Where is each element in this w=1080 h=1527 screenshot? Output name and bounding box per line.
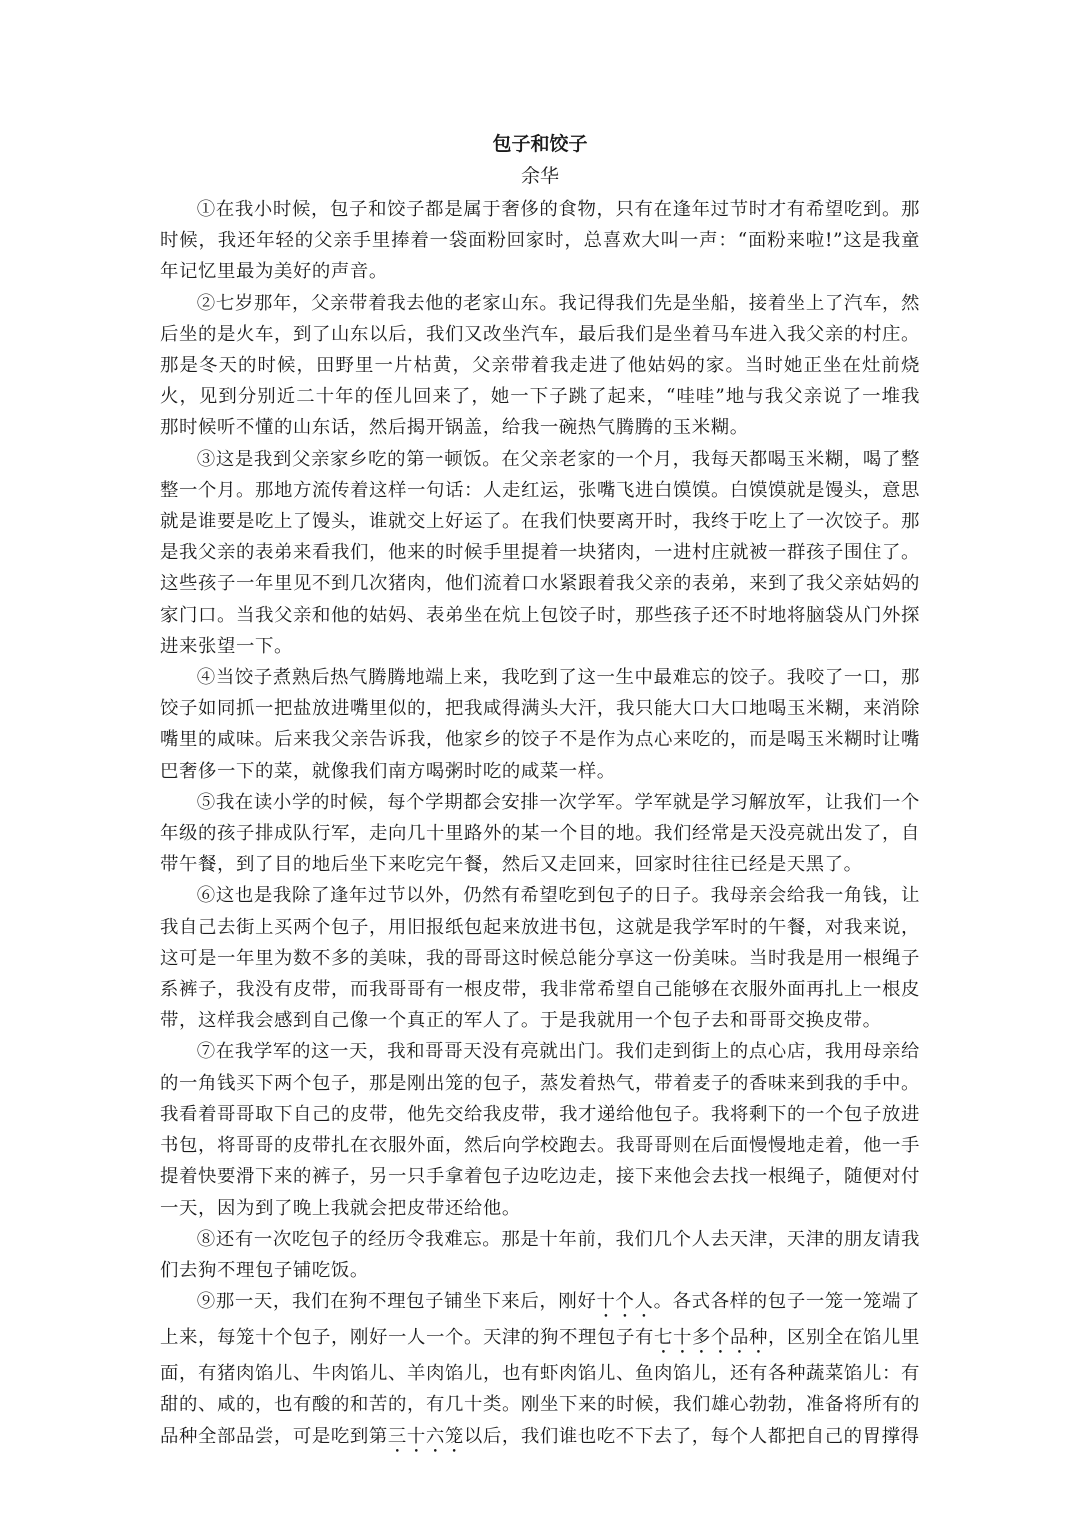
paragraph-8: ⑧还有一次吃包子的经历令我难忘。那是十年前，我们几个人去天津，天津的朋友请我们去狗不理包子铺吃饭。 (160, 1228, 920, 1281)
emphasis-mark: 七十多个品种 (654, 1327, 768, 1349)
emphasis-mark: 十个人 (596, 1291, 654, 1313)
paragraph-4: ④当饺子煮熟后热气腾腾地端上来，我吃到了这一生中最难忘的饺子。我咬了一口，那饺子如同抓一把盐放进嘴里似的，把我咸得满头大汗，我只能大口大口地喝玉米糊，来消除嘴里的咸味。后来我父亲告诉我，他家乡的饺子不是作为点心来吃的，而是喝玉米糊时让嘴巴奢侈一下的菜，就像我们南方喝粥时吃的咸菜一样。 (160, 667, 920, 782)
paragraph-3: ③这是我到父亲家乡吃的第一顿饭。在父亲老家的一个月，我每天都喝玉米糊，喝了整整一个月。那地方流传着这样一句话：人走红运，张嘴飞进白馍馍。白馍馍就是馒头，意思就是谁要是吃上了馒头，谁就交上好运了。在我们快要离开时，我终于吃上了一次饺子。那是我父亲的表弟来看我们，他来的时候手里提着一块猪肉，一进村庄就被一群孩子围住了。这些孩子一年里见不到几次猪肉，他们流着口水紧跟着我父亲的表弟，来到了我父亲姑妈的家门口。当我父亲和他的姑妈、表弟坐在炕上包饺子时，那些孩子还不时地将脑袋从门外探进来张望一下。 (160, 448, 920, 657)
article-author: 余华 (520, 165, 559, 187)
article-title: 包子和饺子 (492, 133, 588, 155)
paragraph-2: ②七岁那年，父亲带着我去他的老家山东。我记得我们先是坐船，接着坐上了汽车，然后坐的是火车，到了山东以后，我们又改坐汽车，最后我们是坐着马车进入我父亲的村庄。那是冬天的时候，田野里一片枯黄，父亲带着我走进了他姑妈的家。当时她正坐在灶前烧火，见到分别近二十年的侄儿回来了，她一下子跳了起来，“哇哇”地与我父亲说了一堆我那时候听不懂的山东话，然后揭开锅盖，给我一碗热气腾腾的玉米糊。 (160, 292, 920, 439)
article (160, 128, 920, 1457)
paragraph-9: ⑨那一天，我们在狗不理包子铺坐下来后，刚好十个人。各式各样的包子一笼一笼端了上来，每笼十个包子，刚好一人一个。天津的狗不理包子有七十多个品种，区别全在馅儿里面，有猪肉馅儿、牛肉馅儿、羊肉馅儿，也有虾肉馅儿、鱼肉馅儿，还有各种蔬菜馅儿：有甜的、咸的，也有酸的和苦的，有几十类。刚坐下来的时候，我们雄心勃勃，准备将所有的品种全部品尝，可是吃到第三十六笼以后，我们谁也吃不下去了，每个人都把自己的胃撑得 (160, 1291, 921, 1447)
paragraph-1: ①在我小时候，包子和饺子都是属于奢侈的食物，只有在逢年过节时才有希望吃到。那时候，我还年轻的父亲手里捧着一袋面粉回家时，总喜欢大叫一声：“面粉来啦!”这是我童年记忆里最为美好的声音。 (160, 199, 920, 283)
paragraph-7: ⑦在我学军的这一天，我和哥哥天没有亮就出门。我们走到街上的点心店，我用母亲给的一角钱买下两个包子，那是刚出笼的包子，蒸发着热气，带着麦子的香味来到我的手中。我看着哥哥取下自己的皮带，他先交给我皮带，我才递给他包子。我将剩下的一个包子放进书包，将哥哥的皮带扎在衣服外面，然后向学校跑去。我哥哥则在后面慢慢地走着，他一手提着快要滑下来的裤子，另一只手拿着包子边吃边走，接下来他会去找一根绳子，随便对付一天，因为到了晚上我就会把皮带还给他。 (160, 1041, 920, 1219)
emphasis-mark: 三十六笼 (387, 1425, 464, 1447)
paragraph-5: ⑤我在读小学的时候，每个学期都会安排一次学军。学军就是学习解放军，让我们一个年级的孩子排成队行军，走向几十里路外的某一个目的地。我们经常是天没亮就出发了，自带午餐，到了目的地后坐下来吃完午餐，然后又走回来，回家时往往已经是天黑了。 (160, 791, 920, 876)
paragraph-6: ⑥这也是我除了逢年过节以外，仍然有希望吃到包子的日子。我母亲会给我一角钱，让我自己去街上买两个包子，用旧报纸包起来放进书包，这就是我学军时的午餐，对我来说，这可是一年里为数不多的美味，我的哥哥这时候总能分享这一份美味。当时我是用一根绳子系裤子，我没有皮带，而我哥哥有一根皮带，我非常希望自己能够在衣服外面再扎上一根皮带，这样我会感到自己像一个真正的军人了。于是我就用一个包子去和哥哥交换皮带。 (160, 885, 920, 1032)
